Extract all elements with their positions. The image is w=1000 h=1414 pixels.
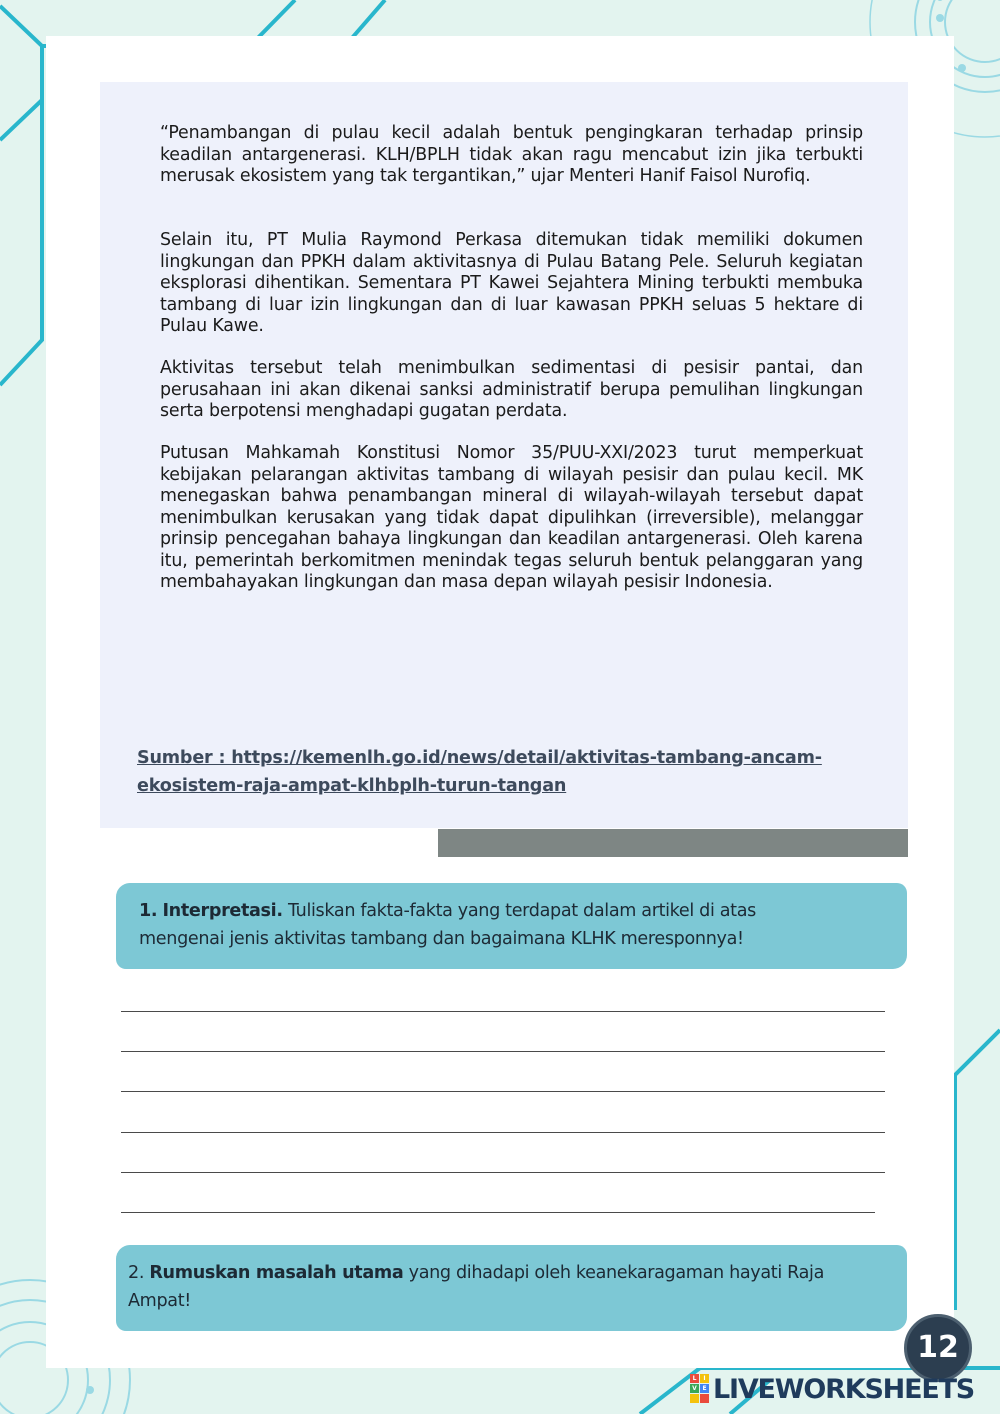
article-paragraph-3: Aktivitas tersebut telah menimbulkan sedimentasi di pesisir pantai, dan perusahaan ini akan dikenai sanksi administratif berupa pemulihan lingkungan serta berpotensi menghadapi gugatan perdata. <box>160 358 863 421</box>
answer-line-2[interactable] <box>121 1051 885 1052</box>
liveworksheets-logo-icon <box>690 1374 710 1404</box>
article-paragraph-4: Putusan Mahkamah Konstitusi Nomor 35/PUU-XXI/2023 turut memperkuat kebijakan pelarangan aktivitas tambang di wilayah pesisir dan pulau kecil. MK menegaskan bahwa penambangan mineral di wilayah-wilayah tersebut dapat menimbulkan kerusakan yang tidak dapat dipulihkan (irreversible), melanggar prinsip pencegahan bahaya lingkungan dan keadilan antargenerasi. Oleh karena itu, pemerintah berkomitmen menindak tegas seluruh bentuk pelanggaran yang membahayakan lingkungan dan masa depan wilayah pesisir Indonesia. <box>160 443 863 592</box>
logo-text: LIVEWORKSHEETS <box>713 1373 975 1405</box>
answer-line-4[interactable] <box>121 1132 885 1133</box>
question-2-keyword: Rumuskan masalah utama <box>149 1263 404 1283</box>
logo-icon-letter-l: L <box>690 1374 699 1383</box>
question-1-text <box>139 897 839 953</box>
answer-line-5[interactable] <box>121 1172 885 1173</box>
logo-icon-letter-i: I <box>700 1374 709 1383</box>
divider-bar <box>438 829 908 857</box>
logo-icon-letter-v: V <box>690 1384 699 1393</box>
question-1-keyword: Interpretasi. <box>162 901 283 921</box>
source-link[interactable]: Sumber : https://kemenlh.go.id/news/detail/aktivitas-tambang-ancam-ekosistem-raja-ampat-klhbplh-turun-tangan <box>137 748 822 796</box>
page-number-badge: 12 <box>904 1314 972 1382</box>
logo-icon-letter-e: E <box>700 1384 709 1393</box>
answer-line-6[interactable] <box>121 1212 875 1213</box>
question-1-prompt: Tuliskan fakta-fakta yang terdapat dalam artikel di atas mengenai jenis aktivitas tambang dan bagaimana KLHK meresponnya! <box>139 901 756 949</box>
question-2-number: 2. <box>128 1263 150 1283</box>
article-paragraph-2: Selain itu, PT Mulia Raymond Perkasa ditemukan tidak memiliki dokumen lingkungan dan PPKH dalam aktivitasnya di Pulau Batang Pele. Seluruh kegiatan eksplorasi dihentikan. Sementara PT Kawei Sejahtera Mining terbukti membuka tambang di luar izin lingkungan dan di luar kawasan PPKH seluas 5 hektare di Pulau Kawe. <box>160 230 863 336</box>
logo-icon-block <box>700 1394 709 1403</box>
logo-icon-block <box>690 1394 699 1403</box>
question-2-prompt: yang dihadapi oleh keanekaragaman hayati Raja Ampat! <box>128 1263 825 1311</box>
liveworksheets-logo[interactable] <box>690 1370 974 1408</box>
article-paragraph-1: “Penambangan di pulau kecil adalah bentuk pengingkaran terhadap prinsip keadilan antargenerasi. KLH/BPLH tidak akan ragu mencabut izin jika terbukti merusak ekosistem yang tak tergantikan,” ujar Menteri Hanif Faisol Nurofiq. <box>160 123 863 186</box>
answer-line-3[interactable] <box>121 1091 885 1092</box>
question-1-number: 1. <box>139 901 158 921</box>
question-2-text <box>128 1259 873 1315</box>
answer-line-1[interactable] <box>121 1011 885 1012</box>
